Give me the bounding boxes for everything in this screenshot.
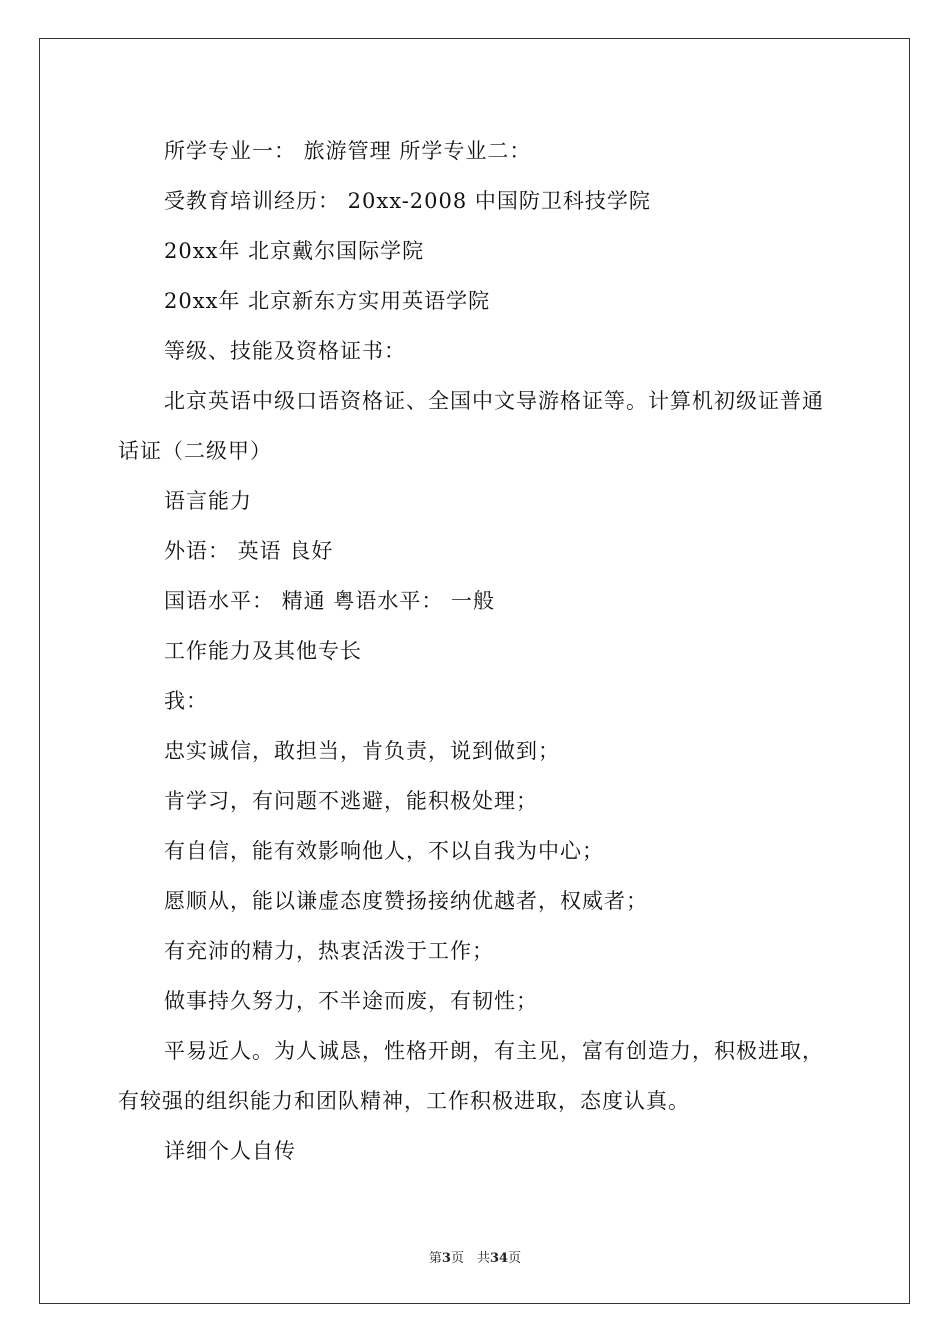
document-body bbox=[118, 126, 838, 1176]
paragraph: 做事持久努力，不半途而废，有韧性； bbox=[164, 989, 538, 1013]
paragraph: 有自信，能有效影响他人，不以自我为中心； bbox=[164, 839, 604, 863]
page-number: 3 bbox=[441, 1251, 451, 1266]
paragraph: 语言能力 bbox=[164, 489, 252, 513]
paragraph: 愿顺从，能以谦虚态度赞扬接纳优越者，权威者； bbox=[164, 889, 648, 913]
page-footer bbox=[0, 1247, 950, 1266]
footer-suffix: 页 bbox=[508, 1251, 522, 1266]
paragraph: 所学专业一： 旅游管理 所学专业二： bbox=[164, 139, 532, 163]
paragraph: 工作能力及其他专长 bbox=[164, 639, 362, 663]
total-pages: 34 bbox=[489, 1251, 509, 1266]
paragraph: 有充沛的精力，热衷活泼于工作； bbox=[164, 939, 494, 963]
footer-prefix: 第 bbox=[428, 1251, 442, 1266]
paragraph: 20xx年 北京戴尔国际学院 bbox=[164, 239, 425, 263]
paragraph: 详细个人自传 bbox=[164, 1139, 296, 1163]
paragraph: 肯学习，有问题不逃避，能积极处理； bbox=[164, 789, 538, 813]
paragraph: 等级、技能及资格证书： bbox=[164, 339, 406, 363]
paragraph: 忠实诚信，敢担当，肯负责，说到做到； bbox=[164, 739, 560, 763]
paragraph: 外语： 英语 良好 bbox=[164, 539, 334, 563]
paragraph: 北京英语中级口语资格证、全国中文导游格证等。计算机初级证普通话证（二级甲） bbox=[118, 389, 824, 463]
footer-mid: 页 共 bbox=[450, 1251, 490, 1266]
paragraph: 国语水平： 精通 粤语水平： 一般 bbox=[164, 589, 496, 613]
paragraph: 受教育培训经历： 20xx-2008 中国防卫科技学院 bbox=[164, 189, 651, 213]
paragraph: 平易近人。为人诚恳，性格开朗，有主见，富有创造力，积极进取，有较强的组织能力和团队精神，工作积极进取，态度认真。 bbox=[118, 1039, 824, 1113]
paragraph: 我： bbox=[164, 689, 208, 713]
paragraph: 20xx年 北京新东方实用英语学院 bbox=[164, 289, 491, 313]
